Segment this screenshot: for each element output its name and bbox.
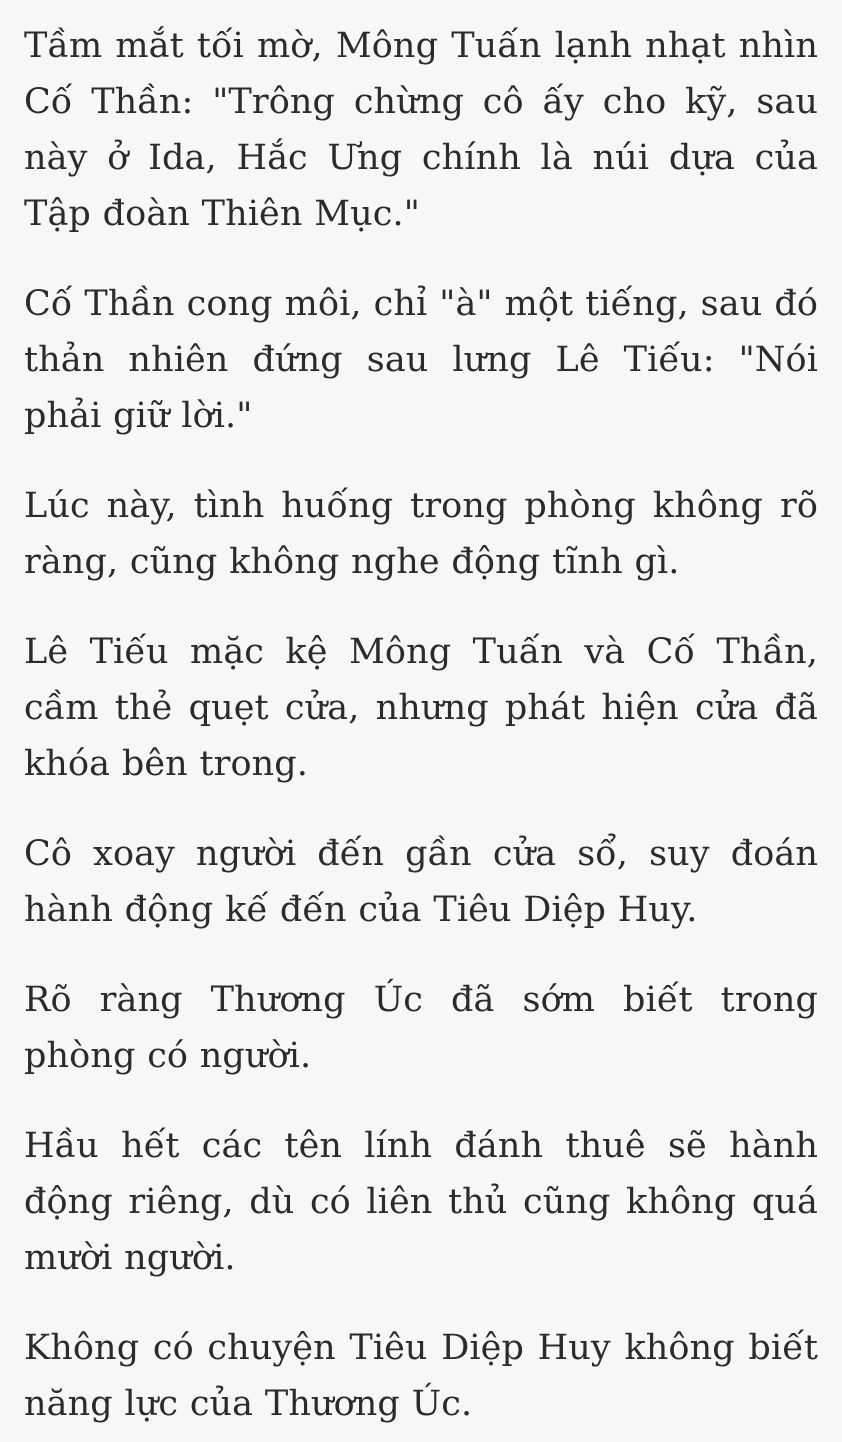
paragraph: Hầu hết các tên lính đánh thuê sẽ hành động riêng, dù có liên thủ cũng không quá mười người. [24, 1126, 818, 1278]
paragraph: Cố Thần cong môi, chỉ "à" một tiếng, sau đó thản nhiên đứng sau lưng Lê Tiếu: "Nói phải giữ lời." [24, 284, 818, 436]
paragraph: Tầm mắt tối mờ, Mông Tuấn lạnh nhạt nhìn Cố Thần: "Trông chừng cô ấy cho kỹ, sau này ở Ida, Hắc Ưng chính là núi dựa của Tập đoàn Thiên Mục." [24, 26, 818, 234]
paragraph: Lúc này, tình huống trong phòng không rõ ràng, cũng không nghe động tĩnh gì. [24, 486, 818, 582]
paragraph: Không có chuyện Tiêu Diệp Huy không biết năng lực của Thương Úc. [24, 1328, 818, 1424]
paragraph: Lê Tiếu mặc kệ Mông Tuấn và Cố Thần, cầm thẻ quẹt cửa, nhưng phát hiện cửa đã khóa bên trong. [24, 632, 818, 784]
paragraph: Cô xoay người đến gần cửa sổ, suy đoán hành động kế đến của Tiêu Diệp Huy. [24, 834, 818, 930]
paragraph: Rõ ràng Thương Úc đã sớm biết trong phòng có người. [24, 980, 818, 1076]
